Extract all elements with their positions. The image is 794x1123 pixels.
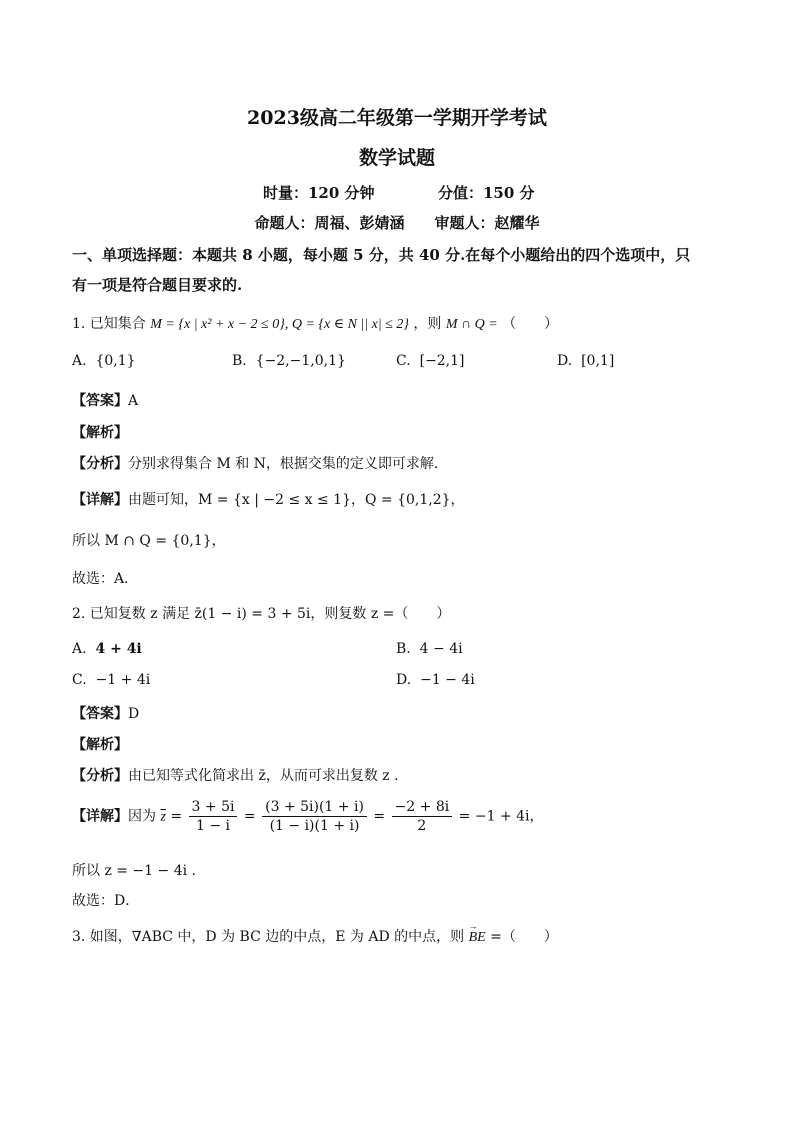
q2-analysis-tag: 【解析】	[72, 737, 128, 753]
q1-fenxi: 【分析】分别求得集合 M 和 N，根据交集的定义即可求解.	[72, 456, 439, 472]
q1-option-c: C. [−2,1]	[396, 353, 465, 369]
z-bar: $\overline{z}$	[160, 809, 166, 825]
q1-option-b: B. {−2,−1,0,1}	[232, 353, 346, 369]
q1-option-d: D. [0,1]	[557, 353, 615, 369]
fraction-1: $\frac{3 + 5i}{1 - i}$	[189, 798, 238, 835]
exam-time: 时量：120 分钟	[263, 184, 375, 202]
q2-conclusion: 所以 z = −1 − 4i .	[72, 863, 197, 879]
q1-stem	[72, 313, 558, 333]
exam-title: 2023级高二年级第一学期开学考试	[247, 107, 547, 129]
exam-authors: 命题人：周福、彭婧涵 审题人：赵耀华	[254, 214, 540, 232]
q2-detail-result: = −1 + 4i，	[458, 808, 544, 825]
q3-stem	[72, 921, 558, 946]
q1-stem-suffix: ，则	[413, 316, 442, 332]
q3-stem-prefix: 3. 如图，∇ABC 中，D 为 BC 边的中点，E 为 AD 的中点，则	[72, 929, 465, 945]
q1-stem-sets: M = {x | x² + x − 2 ≤ 0}, Q = {x ∈ N || x| ≤ 2}	[150, 317, 409, 332]
q1-option-a: A. {0,1}	[72, 353, 136, 369]
q1-stem-paren: （ ）	[502, 316, 559, 332]
q2-option-c: C. −1 + 4i	[72, 672, 151, 688]
section1-heading-cont: 有一项是符合题目要求的.	[72, 276, 243, 294]
q2-detail-tag: 【详解】	[72, 808, 128, 825]
exam-subtitle: 数学试题	[358, 147, 435, 169]
q1-detail: 【详解】由题可知，M = {x | −2 ≤ x ≤ 1}，Q = {0,1,2}，	[72, 492, 465, 508]
exam-score: 分值：150 分	[438, 184, 535, 202]
q2-choice: 故选：D．	[72, 893, 140, 909]
q1-answer: 【答案】A	[72, 393, 139, 409]
fraction-2: $\frac{(3 + 5i)(1 + i)}{(1 - i)(1 + i)}$	[262, 798, 367, 835]
q1-stem-intersection: M ∩ Q =	[445, 317, 498, 332]
q2-option-b: B. 4 − 4i	[396, 641, 463, 657]
q2-option-d: D. −1 − 4i	[396, 672, 475, 688]
q2-option-a: A. 4 + 4i	[72, 641, 142, 657]
fraction-3: $\frac{-2 + 8i}{2}$	[392, 798, 453, 835]
q1-choice: 故选：A．	[72, 571, 139, 587]
q1-stem-prefix: 1. 已知集合	[72, 316, 146, 332]
vector-be: → BE	[468, 921, 486, 945]
q2-stem: 2. 已知复数 z 满足 z̄(1 − i) = 3 + 5i，则复数 z =（ ）	[72, 606, 451, 622]
q2-answer: 【答案】D	[72, 706, 140, 722]
q2-detail-prefix: 因为	[128, 808, 156, 825]
q3-stem-suffix: =（ ）	[490, 929, 558, 945]
q1-analysis-tag: 【解析】	[72, 425, 128, 441]
section1-heading: 一、单项选择题：本题共 8 小题，每小题 5 分，共 40 分.在每个小题给出的四个选项中，只	[72, 246, 691, 264]
q1-conclusion: 所以 M ∩ Q = {0,1}，	[72, 533, 226, 549]
q2-fenxi: 【分析】由已知等式化简求出 z̄，从而可求出复数 z .	[72, 768, 399, 784]
q2-detail: 【详解】因为 $\overline{z}$ = $\frac{3 + 5i}{1 - i}$ = $\frac{(3 + 5i)(1 + i)}{(1 - i)(1 + i)}$ = $\frac{-2 + 8i}{2}$ = −1 + 4i，	[72, 799, 544, 834]
